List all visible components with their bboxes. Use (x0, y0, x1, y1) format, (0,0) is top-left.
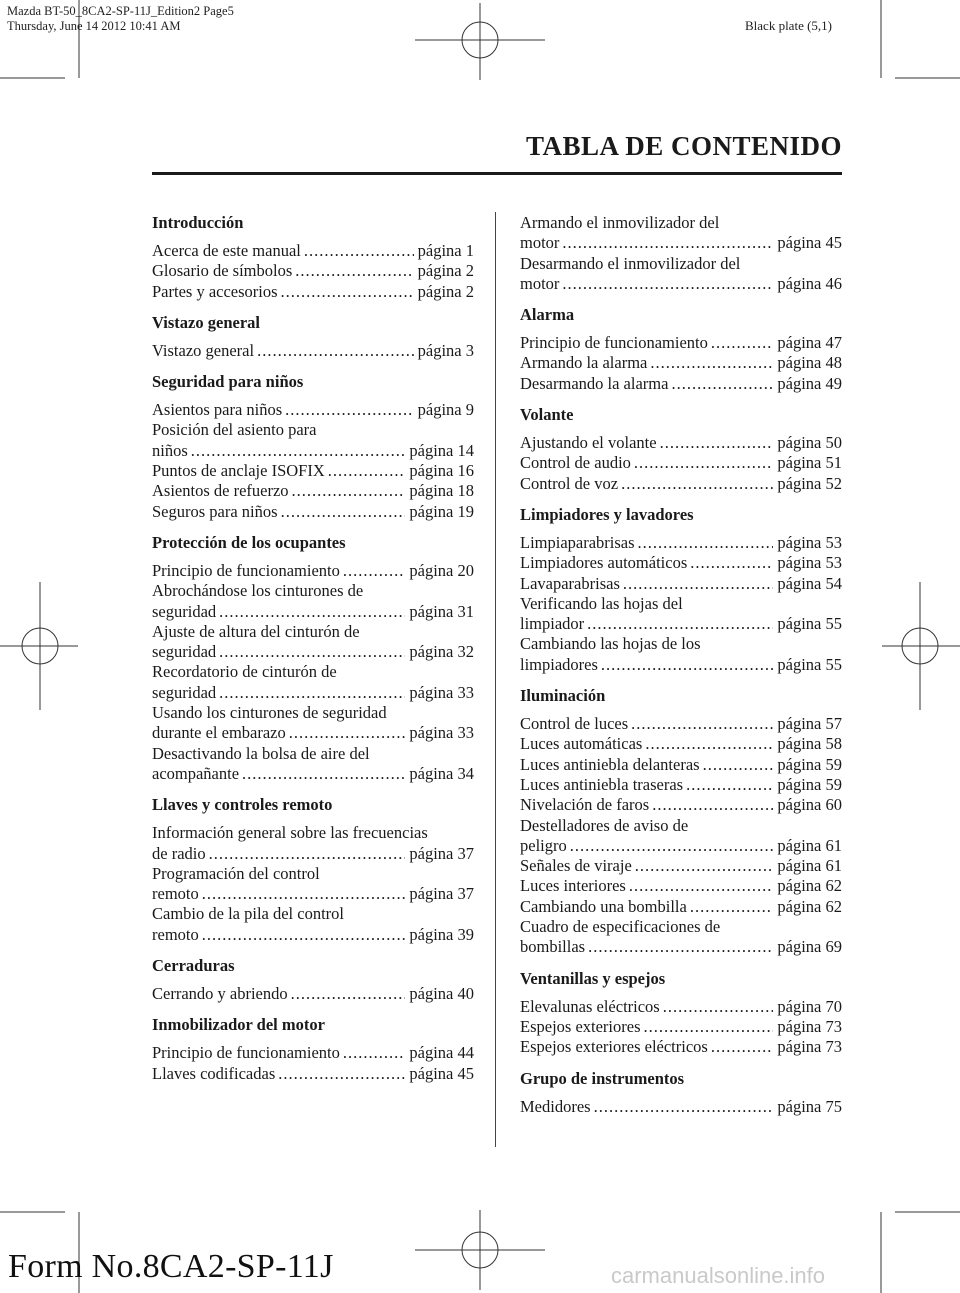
dot-leader (562, 233, 773, 253)
toc-entry-page: página 48 (777, 353, 842, 373)
toc-entry-title: motor (520, 233, 560, 253)
dot-leader (623, 574, 774, 594)
toc-entry-title: Nivelación de faros (520, 795, 650, 815)
dot-leader (281, 282, 414, 302)
toc-entry-title-line: Información general sobre las frecuencias (152, 823, 428, 843)
toc-entry-title: remoto (152, 884, 199, 904)
toc-section-seguridad-para-ninos (152, 372, 474, 522)
toc-entry[interactable] (520, 533, 842, 553)
dot-leader (634, 453, 773, 473)
toc-entry-title: remoto (152, 924, 199, 944)
dot-leader (711, 1037, 774, 1057)
toc-entry-page: página 51 (777, 453, 842, 473)
toc-entry[interactable] (152, 844, 474, 864)
dot-leader (629, 876, 774, 896)
toc-entry-title: Ajustando el volante (520, 433, 657, 453)
form-number: Form No.8CA2-SP-11J (8, 1248, 334, 1285)
print-info (7, 4, 234, 34)
toc-entry-page: página 31 (409, 601, 474, 621)
toc-entry-page: página 39 (409, 924, 474, 944)
dot-leader (209, 844, 406, 864)
toc-entry[interactable] (520, 937, 842, 957)
print-info-file: Mazda BT-50_8CA2-SP-11J_Edition2 Page5 (7, 4, 234, 18)
dot-leader (635, 856, 774, 876)
dot-leader (644, 1017, 774, 1037)
toc-entry-page: página 47 (777, 333, 842, 353)
toc-entry[interactable] (520, 655, 842, 675)
toc-entry-title-line: Destelladores de aviso de (520, 815, 689, 835)
toc-section-heading: Llaves y controles remoto (152, 795, 333, 815)
dot-leader (328, 461, 406, 481)
toc-entry-page: página 75 (777, 1096, 842, 1116)
toc-entry-title: Principio de funcionamiento (152, 560, 340, 580)
toc-entry[interactable] (152, 341, 474, 361)
toc-entry-title-line: Cambiando las hojas de los (520, 634, 701, 654)
toc-entry-page: página 50 (777, 433, 842, 453)
toc-entry-title: niños (152, 440, 188, 460)
toc-entry-page: página 58 (777, 734, 842, 754)
toc-section-continued (520, 213, 842, 294)
toc-entry[interactable] (152, 602, 474, 622)
toc-section-heading: Inmobilizador del motor (152, 1015, 325, 1035)
toc-entry-title: Principio de funcionamiento (152, 1043, 340, 1063)
toc-entry-page: página 57 (777, 714, 842, 734)
toc-entry-page: página 60 (777, 795, 842, 815)
toc-section-heading: Cerraduras (152, 956, 235, 976)
toc-entry[interactable] (152, 642, 474, 662)
toc-entry-title: motor (520, 273, 560, 293)
dot-leader (281, 502, 406, 522)
toc-entry-title: Acerca de este manual (152, 241, 301, 260)
toc-entry-title-line: Desactivando la bolsa de aire del (152, 743, 370, 763)
toc-entry[interactable] (520, 1017, 842, 1037)
toc-entry-title: durante el embarazo (152, 723, 286, 743)
toc-entry-title: de radio (152, 843, 206, 863)
dot-leader (242, 764, 405, 784)
toc-entry-page: página 33 (409, 723, 474, 743)
dot-leader (645, 734, 773, 754)
toc-entry-page: página 45 (777, 233, 842, 253)
toc-entry-page: página 20 (409, 560, 474, 580)
toc-entry[interactable] (520, 1037, 842, 1057)
toc-entry[interactable] (520, 897, 842, 917)
toc-entry-title: Limpiaparabrisas (520, 532, 635, 552)
toc-entry-page: página 53 (777, 532, 842, 552)
toc-entry-page: página 34 (409, 763, 474, 783)
toc-entry-page: página 52 (777, 473, 842, 493)
dot-leader (257, 341, 414, 361)
toc-section-heading: Iluminación (520, 686, 606, 706)
toc-entry[interactable] (152, 984, 474, 1004)
toc-section-heading: Introducción (152, 213, 244, 232)
dot-leader (292, 481, 406, 501)
print-info-date: Thursday, June 14 2012 10:41 AM (7, 19, 181, 33)
toc-entry-page: página 37 (409, 884, 474, 904)
dot-leader (671, 374, 773, 394)
toc-entry-title: Luces antiniebla delanteras (520, 754, 700, 774)
toc-entry-title: Armando la alarma (520, 353, 648, 373)
toc-entry[interactable] (152, 502, 474, 522)
toc-entry-title: Luces antiniebla traseras (520, 774, 684, 794)
toc-entry-title: Cambiando una bombilla (520, 896, 687, 916)
toc-section-heading: Alarma (520, 305, 575, 325)
toc-entry-page: página 53 (777, 553, 842, 573)
dot-leader (587, 614, 773, 634)
toc-section-proteccion-de-los-ocupantes (152, 533, 474, 784)
toc-entry[interactable] (152, 282, 474, 302)
toc-entry-title: seguridad (152, 601, 217, 621)
toc-entry[interactable] (152, 1064, 474, 1084)
toc-section-alarma (520, 305, 842, 394)
dot-leader (219, 683, 405, 703)
dot-leader (660, 433, 774, 453)
toc-entry[interactable] (152, 461, 474, 481)
toc-entry-page: página 40 (409, 984, 474, 1004)
toc-entry[interactable] (152, 441, 474, 461)
toc-section-heading: Volante (520, 405, 574, 425)
dot-leader (631, 714, 773, 734)
toc-entry-title: Desarmando la alarma (520, 373, 669, 393)
toc-entry-title: bombillas (520, 937, 586, 957)
toc-entry[interactable] (152, 884, 474, 904)
toc-entry-page: página 19 (409, 501, 474, 521)
toc-entry-page: página 18 (409, 481, 474, 501)
toc-entry-title: Espejos exteriores eléctricos (520, 1037, 708, 1057)
toc-entry[interactable] (152, 400, 474, 420)
dot-leader (202, 925, 406, 945)
toc-entry-title: Asientos para niños (152, 400, 283, 420)
page-title: TABLA DE CONTENIDO (525, 131, 842, 161)
toc-entry-title-line: Usando los cinturones de seguridad (152, 703, 387, 723)
dot-leader (278, 1064, 405, 1084)
toc-entry[interactable] (152, 481, 474, 501)
toc-entry-page: página 54 (777, 573, 842, 593)
toc-entry-title-line: Ajuste de altura del cinturón de (152, 621, 360, 641)
toc-entry[interactable] (520, 333, 842, 353)
toc-entry-page: página 44 (409, 1043, 474, 1063)
toc-entry[interactable] (520, 856, 842, 876)
toc-entry-title: limpiadores (520, 654, 598, 674)
toc-entry[interactable] (520, 274, 842, 294)
dot-leader (191, 441, 406, 461)
toc-entry-page: página 73 (777, 1037, 842, 1057)
toc-entry-title: Señales de viraje (520, 856, 632, 876)
toc-entry[interactable] (520, 1097, 842, 1117)
dot-leader (601, 655, 773, 675)
toc-entry-page: página 3 (417, 340, 474, 360)
toc-section-heading: Seguridad para niños (152, 372, 304, 392)
toc-entry[interactable] (520, 714, 842, 734)
toc-entry-page: página 32 (409, 642, 474, 662)
toc-entry[interactable] (152, 683, 474, 703)
toc-entry-title: Medidores (520, 1096, 591, 1116)
dot-leader (570, 836, 774, 856)
toc-entry[interactable] (520, 474, 842, 494)
dot-leader (621, 474, 773, 494)
toc-entry-page: página 16 (409, 461, 474, 481)
toc-entry[interactable] (520, 997, 842, 1017)
toc-entry-title-line: Programación del control (152, 863, 320, 883)
dot-leader (219, 642, 405, 662)
toc-entry[interactable] (152, 1043, 474, 1063)
toc-entry[interactable] (152, 261, 474, 281)
toc-entry-page: página 61 (777, 835, 842, 855)
toc-right-column (520, 213, 842, 1128)
toc-entry-title-line: Verificando las hojas del (520, 593, 683, 613)
toc-entry-page: página 2 (417, 261, 474, 281)
toc-entry[interactable] (520, 836, 842, 856)
toc-entry-title: acompañante (152, 763, 240, 783)
toc-entry-page: página 62 (777, 876, 842, 896)
toc-entry-title: Principio de funcionamiento (520, 333, 708, 353)
toc-entry-title: Control de luces (520, 714, 629, 734)
dot-leader (588, 937, 773, 957)
toc-entry-title: Luces interiores (520, 876, 626, 896)
toc-entry[interactable] (520, 614, 842, 634)
toc-entry-page: página 37 (409, 843, 474, 863)
dot-leader (711, 333, 774, 353)
toc-entry-title: Vistazo general (152, 340, 255, 360)
toc-entry-page: página 69 (777, 937, 842, 957)
toc-entry[interactable] (520, 876, 842, 896)
toc-entry-page: página 70 (777, 996, 842, 1016)
toc-entry-page: página 49 (777, 373, 842, 393)
toc-entry-title: peligro (520, 835, 567, 855)
dot-leader (652, 795, 773, 815)
dot-leader (295, 261, 413, 281)
toc-section-ventanillas-y-espejos (520, 969, 842, 1058)
toc-entry-title: Control de audio (520, 453, 631, 473)
toc-entry-page: página 59 (777, 774, 842, 794)
dot-leader (291, 984, 406, 1004)
toc-section-volante (520, 405, 842, 494)
toc-entry-page: página 45 (409, 1063, 474, 1083)
dot-leader (343, 561, 406, 581)
dot-leader (343, 1043, 406, 1063)
toc-entry-page: página 1 (417, 241, 474, 260)
toc-entry[interactable] (520, 574, 842, 594)
toc-entry-page: página 55 (777, 654, 842, 674)
dot-leader (650, 353, 773, 373)
toc-entry[interactable] (520, 775, 842, 795)
dot-leader (663, 997, 774, 1017)
toc-entry-page: página 46 (777, 273, 842, 293)
toc-entry-title: limpiador (520, 614, 585, 634)
toc-entry-title: seguridad (152, 642, 217, 662)
toc-entry-title: Seguros para niños (152, 501, 278, 521)
toc-entry-title-line: Recordatorio de cinturón de (152, 662, 337, 682)
dot-leader (690, 897, 774, 917)
toc-entry-title-line: Armando el inmovilizador del (520, 213, 720, 232)
dot-leader (703, 755, 774, 775)
toc-entry-title: Puntos de anclaje ISOFIX (152, 461, 325, 481)
toc-entry-title: Control de voz (520, 473, 619, 493)
toc-section-heading: Ventanillas y espejos (520, 968, 666, 988)
plate-label: Black plate (5,1) (745, 18, 832, 33)
toc-entry[interactable] (152, 925, 474, 945)
dot-leader (562, 274, 773, 294)
toc-section-limpiadores-y-lavadores (520, 505, 842, 675)
toc-entry-page: página 61 (777, 856, 842, 876)
toc-section-llaves-y-controles-remoto (152, 795, 474, 945)
toc-entry-title: Espejos exteriores (520, 1016, 641, 1036)
toc-entry-title: Glosario de símbolos (152, 261, 293, 281)
toc-entry-title: Luces automáticas (520, 734, 643, 754)
toc-section-cerraduras (152, 956, 474, 1004)
toc-entry[interactable] (520, 233, 842, 253)
toc-section-introduccion (152, 213, 474, 302)
toc-section-heading: Protección de los ocupantes (152, 532, 346, 552)
toc-entry-page: página 9 (417, 400, 474, 420)
dot-leader (202, 884, 406, 904)
toc-entry-title: seguridad (152, 682, 217, 702)
toc-entry-title: Asientos de refuerzo (152, 481, 289, 501)
toc-entry-title: Llaves codificadas (152, 1063, 276, 1083)
toc-entry-page: página 62 (777, 896, 842, 916)
toc-entry[interactable] (520, 374, 842, 394)
dot-leader (285, 400, 413, 420)
toc-entry[interactable] (520, 734, 842, 754)
dot-leader (594, 1097, 774, 1117)
toc-entry-title-line: Cambio de la pila del control (152, 904, 344, 924)
toc-section-iluminacion (520, 686, 842, 958)
dot-leader (219, 602, 405, 622)
toc-section-heading: Grupo de instrumentos (520, 1068, 685, 1088)
toc-entry-title-line: Desarmando el inmovilizador del (520, 253, 741, 273)
toc-entry[interactable] (520, 453, 842, 473)
dot-leader (289, 723, 406, 743)
toc-entry-title: Partes y accesorios (152, 281, 278, 301)
toc-entry-title-line: Posición del asiento para (152, 420, 317, 440)
toc-entry[interactable] (152, 561, 474, 581)
dot-leader (638, 533, 774, 553)
toc-entry-page: página 33 (409, 682, 474, 702)
toc-entry-title: Elevalunas eléctricos (520, 996, 660, 1016)
dot-leader (686, 775, 773, 795)
toc-entry-title-line: Abrochándose los cinturones de (152, 581, 364, 601)
toc-entry-title: Cerrando y abriendo (152, 984, 288, 1004)
watermark: carmanualsonline.info (611, 1263, 826, 1288)
column-divider (495, 212, 496, 1147)
toc-entry[interactable] (152, 241, 474, 261)
toc-section-grupo-de-instrumentos (520, 1069, 842, 1117)
toc-entry[interactable] (520, 433, 842, 453)
toc-section-inmobilizador-del-motor (152, 1015, 474, 1084)
toc-section-vistazo-general (152, 313, 474, 361)
toc-entry[interactable] (520, 553, 842, 573)
toc-entry[interactable] (520, 795, 842, 815)
toc-entry-title-line: Cuadro de especificaciones de (520, 917, 721, 937)
toc-section-heading: Vistazo general (152, 312, 260, 332)
toc-entry[interactable] (152, 764, 474, 784)
toc-entry-page: página 2 (417, 281, 474, 301)
toc-entry-title: Limpiadores automáticos (520, 553, 688, 573)
toc-left-column (152, 213, 474, 1095)
toc-entry-page: página 14 (409, 440, 474, 460)
toc-entry[interactable] (152, 723, 474, 743)
title-rule (152, 172, 842, 175)
toc-entry-page: página 73 (777, 1016, 842, 1036)
toc-entry-page: página 55 (777, 614, 842, 634)
dot-leader (690, 553, 773, 573)
toc-section-heading: Limpiadores y lavadores (520, 504, 694, 524)
dot-leader (304, 241, 414, 261)
toc-entry[interactable] (520, 755, 842, 775)
toc-entry-title: Lavaparabrisas (520, 573, 620, 593)
toc-entry[interactable] (520, 353, 842, 373)
toc-entry-page: página 59 (777, 754, 842, 774)
